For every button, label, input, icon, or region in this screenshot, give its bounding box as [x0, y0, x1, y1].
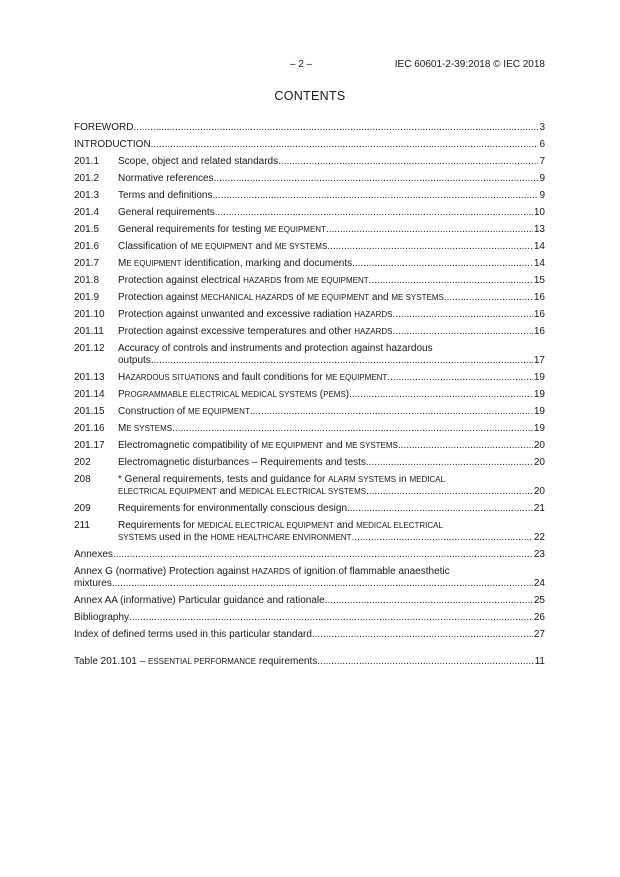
toc-entry-number: 211 [74, 520, 90, 531]
toc-entry-201-14[interactable] [74, 389, 545, 406]
dot-leader [352, 258, 533, 270]
dot-leader [151, 139, 539, 151]
toc-entry-page: 14 [533, 258, 545, 269]
toc-entry-number: 201.16 [74, 423, 105, 434]
dot-leader [444, 292, 533, 304]
toc-entry-page: 20 [533, 457, 545, 468]
toc-entry-page: 19 [533, 423, 545, 434]
toc-entry-number: 201.5 [74, 224, 100, 235]
toc-entry-page: 10 [533, 207, 545, 218]
toc-entry-label: General requirements for testing ME EQUIPMENT [118, 224, 326, 235]
dot-leader [250, 406, 533, 418]
toc-entry-page: 9 [539, 190, 545, 201]
toc-entry-number: 201.3 [74, 190, 100, 201]
toc-entry-introduction[interactable] [74, 139, 545, 156]
toc-entry-page: 15 [533, 275, 545, 286]
toc-entry-page: 3 [539, 122, 545, 133]
dot-leader [278, 156, 538, 168]
toc-entry-201-17[interactable] [74, 440, 545, 457]
toc-entry-page: 20 [533, 486, 545, 497]
dot-leader [398, 440, 533, 452]
toc-entry-page: 23 [533, 549, 545, 560]
toc-entry-201-15[interactable] [74, 406, 545, 423]
toc-entry-label: Electromagnetic disturbances – Requirements and tests [118, 457, 366, 468]
dot-leader [366, 457, 533, 469]
toc-entry-201-1[interactable] [74, 156, 545, 173]
toc-entry-number: 201.12 [74, 343, 105, 354]
page-number: – 2 – [290, 59, 313, 70]
toc-entry-number: 201.17 [74, 440, 105, 451]
dot-leader [113, 549, 533, 561]
toc-entry-foreword[interactable] [74, 122, 545, 139]
toc-entry-page: 19 [533, 372, 545, 383]
toc-entry-label: Scope, object and related standards [118, 156, 279, 167]
dot-leader [213, 190, 539, 202]
toc-entry-bibliography[interactable] [74, 612, 545, 629]
toc-entry-page: 19 [533, 389, 545, 400]
toc-entry-number: 201.6 [74, 241, 100, 252]
dot-leader [112, 578, 533, 590]
toc-entry-label: Annexes [74, 549, 113, 560]
dot-leader [214, 173, 539, 185]
toc-entry-201-5[interactable] [74, 224, 545, 241]
toc-entry-number: 201.9 [74, 292, 100, 303]
toc-entry-201-13[interactable] [74, 372, 545, 389]
dot-leader [172, 423, 533, 435]
toc-entry-label: Requirements for MEDICAL ELECTRICAL EQUIPMENT and MEDICAL ELECTRICAL [118, 520, 443, 531]
toc-entry-page: 25 [533, 595, 545, 606]
dot-leader [325, 595, 533, 607]
toc-entry-label: Annex G (normative) Protection against HAZARDS of ignition of flammable anaesthetic [74, 566, 450, 577]
toc-entry-number: 201.14 [74, 389, 105, 400]
toc-entry-table-201-101[interactable] [74, 656, 545, 673]
toc-entry-annexes[interactable] [74, 549, 545, 566]
toc-entry-label: Electromagnetic compatibility of ME EQUIPMENT and ME SYSTEMS [118, 440, 398, 451]
page-title: CONTENTS [274, 89, 346, 103]
toc-entry-number: 201.8 [74, 275, 100, 286]
dot-leader [393, 309, 533, 321]
dot-leader [317, 656, 533, 668]
toc-entry-label: INTRODUCTION [74, 139, 151, 150]
toc-entry-label: Protection against unwanted and excessive radiation HAZARDS [118, 309, 393, 320]
toc-entry-201-7[interactable] [74, 258, 545, 275]
toc-entry-label-continued: mixtures [74, 578, 112, 589]
dot-leader [387, 372, 533, 384]
toc-entry-page: 22 [533, 532, 545, 543]
toc-entry-annex-aa[interactable] [74, 595, 545, 612]
dot-leader [347, 503, 533, 515]
dot-leader [369, 275, 533, 287]
toc-entry-number: 201.1 [74, 156, 100, 167]
toc-entry-label: ME SYSTEMS [118, 423, 173, 434]
toc-entry-label: Protection against excessive temperatures and other HAZARDS [118, 326, 393, 337]
dot-leader [312, 629, 533, 641]
dot-leader [326, 224, 533, 236]
toc-entry-page: 16 [533, 309, 545, 320]
toc-entry-label: Requirements for environmentally conscious design [118, 503, 348, 514]
toc-entry-index[interactable] [74, 629, 545, 646]
toc-entry-page: 19 [533, 406, 545, 417]
dot-leader [133, 122, 538, 134]
toc-entry-page: 26 [533, 612, 545, 623]
document-identifier: IEC 60601-2-39:2018 © IEC 2018 [394, 59, 545, 70]
toc-entry-201-11[interactable] [74, 326, 545, 343]
toc-entry-201-9[interactable] [74, 292, 545, 309]
toc-entry-page: 11 [534, 656, 545, 667]
toc-entry-label: PROGRAMMABLE ELECTRICAL MEDICAL SYSTEMS (PEMS) [118, 389, 350, 400]
table-of-contents [74, 122, 545, 673]
toc-entry-number: 201.11 [74, 326, 104, 337]
toc-entry-201-10[interactable] [74, 309, 545, 326]
toc-entry-201-4[interactable] [74, 207, 545, 224]
toc-entry-page: 17 [533, 355, 545, 366]
toc-entry-page: 16 [533, 326, 545, 337]
dot-leader [129, 612, 533, 624]
toc-entry-label-continued: outputs [118, 355, 151, 366]
toc-entry-label: HAZARDOUS SITUATIONS and fault conditions for ME EQUIPMENT [118, 372, 388, 383]
toc-entry-number: 201.10 [74, 309, 105, 320]
toc-entry-label: Table 201.101 – ESSENTIAL PERFORMANCE requirements [74, 656, 318, 667]
dot-leader [366, 486, 533, 498]
toc-entry-201-16[interactable] [74, 423, 545, 440]
toc-entry-208[interactable] [74, 474, 545, 503]
toc-entry-201-8[interactable] [74, 275, 545, 292]
toc-entry-page: 16 [533, 292, 545, 303]
dot-leader [151, 355, 533, 367]
dot-leader [215, 207, 533, 219]
toc-entry-label-continued: ELECTRICAL EQUIPMENT and MEDICAL ELECTRICAL SYSTEMS [118, 486, 367, 497]
toc-entry-label: Classification of ME EQUIPMENT and ME SYSTEMS [118, 241, 328, 252]
toc-entry-page: 21 [533, 503, 545, 514]
toc-entry-number: 201.7 [74, 258, 100, 269]
toc-entry-label: Terms and definitions [118, 190, 213, 201]
dot-leader [349, 389, 533, 401]
toc-entry-number: 209 [74, 503, 91, 514]
toc-entry-label: Accuracy of controls and instruments and protection against hazardous [118, 343, 433, 354]
dot-leader [327, 241, 533, 253]
toc-entry-201-3[interactable] [74, 190, 545, 207]
toc-entry-annex-g[interactable] [74, 566, 545, 595]
toc-entry-page: 14 [533, 241, 545, 252]
toc-entry-page: 13 [533, 224, 545, 235]
toc-entry-label: Annex AA (informative) Particular guidance and rationale [74, 595, 325, 606]
toc-entry-label: * General requirements, tests and guidance for ALARM SYSTEMS in MEDICAL [118, 474, 446, 485]
toc-entry-page: 20 [533, 440, 545, 451]
toc-entry-202[interactable] [74, 457, 545, 474]
toc-entry-label: Bibliography [74, 612, 130, 623]
toc-entry-201-2[interactable] [74, 173, 545, 190]
toc-entry-page: 9 [539, 173, 545, 184]
toc-entry-number: 201.13 [74, 372, 105, 383]
toc-entry-label: Normative references [118, 173, 214, 184]
toc-entry-number: 201.15 [74, 406, 105, 417]
toc-entry-number: 201.2 [74, 173, 100, 184]
toc-entry-201-12[interactable] [74, 343, 545, 372]
toc-entry-label: Protection against electrical HAZARDS from ME EQUIPMENT [118, 275, 369, 286]
toc-entry-number: 202 [74, 457, 91, 468]
toc-entry-label: Index of defined terms used in this particular standard [74, 629, 312, 640]
toc-entry-page: 24 [533, 578, 545, 589]
toc-entry-label-continued: SYSTEMS used in the HOME HEALTHCARE ENVIRONMENT [118, 532, 352, 543]
toc-entry-label: General requirements [118, 207, 215, 218]
dot-leader [351, 532, 532, 544]
toc-entry-page: 6 [539, 139, 545, 150]
dot-leader [392, 326, 532, 338]
toc-entry-211[interactable] [74, 520, 545, 549]
toc-entry-209[interactable] [74, 503, 545, 520]
toc-entry-number: 208 [74, 474, 91, 485]
toc-entry-label: ME EQUIPMENT identification, marking and documents [118, 258, 353, 269]
toc-entry-number: 201.4 [74, 207, 100, 218]
toc-entry-201-6[interactable] [74, 241, 545, 258]
toc-entry-label: FOREWORD [74, 122, 134, 133]
toc-entry-page: 7 [539, 156, 545, 167]
toc-entry-page: 27 [533, 629, 545, 640]
toc-entry-label: Protection against MECHANICAL HAZARDS of ME EQUIPMENT and ME SYSTEMS [118, 292, 444, 303]
toc-entry-label: Construction of ME EQUIPMENT [118, 406, 250, 417]
